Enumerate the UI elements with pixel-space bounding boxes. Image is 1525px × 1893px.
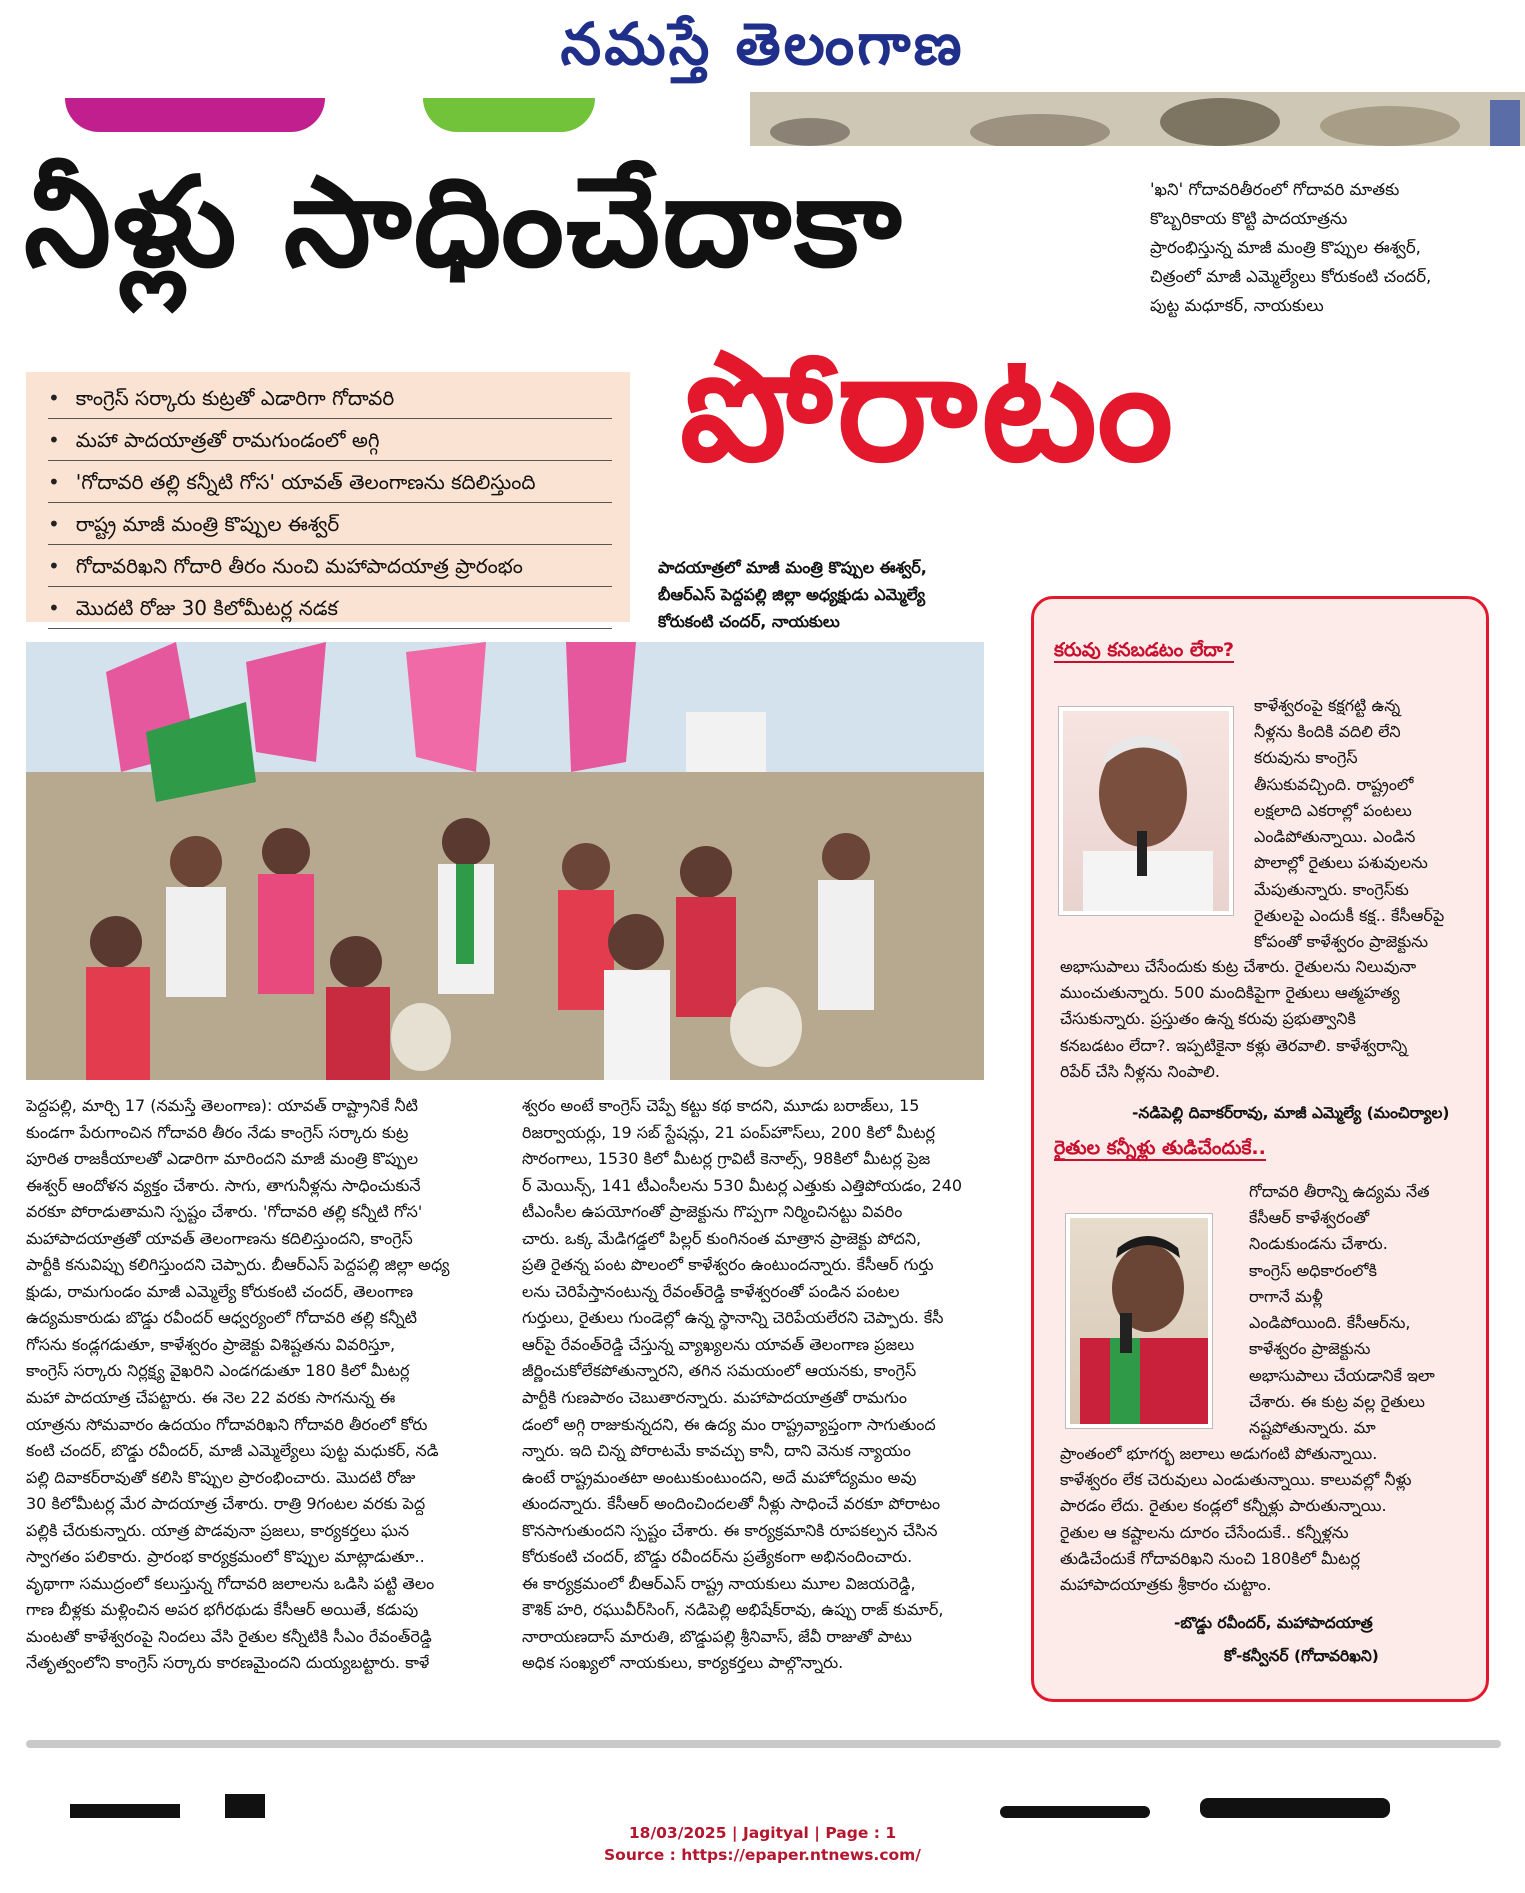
- top-photo-caption: [1150, 176, 1498, 320]
- highlight-item: • రాష్ట్ర మాజీ మంత్రి కొప్పుల ఈశ్వర్: [48, 504, 612, 545]
- article-column-2: [522, 1093, 1000, 1677]
- caption-line: పుట్ట మధూకర్, నాయకులు: [1150, 295, 1324, 315]
- text-line: టీఎంసీల ఉపయోగంతో ప్రాజెక్టును గొప్పగా నిర్మించినట్టు వివరిం: [522, 1202, 903, 1222]
- text-line: లను చెరిపేస్తానంటున్న రేవంత్‌రెడ్డి కాళేశ్వరంతో పండిన పంటల: [522, 1281, 900, 1301]
- text-line: పారడం లేదు. రైతుల కండ్లలో కన్నీళ్లు పారుతున్నాయి.: [1060, 1496, 1387, 1516]
- text-line: ర్ మెయిన్స్, 141 టీఎంసీలను 530 మీటర్ల ఎత్తుకు ఎత్తిపోయడం, 240: [522, 1175, 963, 1195]
- text-line: కాళేశ్వరం లేక చెరువులు ఎండుతున్నాయి. కాలువల్లో నీళ్లు: [1060, 1470, 1412, 1490]
- footer-date-edition: 18/03/2025 | Jagityal | Page : 1: [628, 1824, 897, 1842]
- text-line: ముంచుతున్నారు. 500 మందికిపైగా రైతులు ఆత్మహత్య: [1060, 983, 1400, 1003]
- text-line: ఆర్‌పై రేవంత్‌రెడ్డి చేస్తున్న వ్యాఖ్యలను యావత్ తెలంగాణ ప్రజలు: [522, 1334, 915, 1354]
- text-line: గోసను కండ్లగడుతూ, కాళేశ్వరం ప్రాజెక్టు విశిష్టతను వివరిస్తూ,: [26, 1334, 396, 1354]
- text-line: పూరిత రాజకీయాలతో ఎడారిగా మారిందని మాజీ మంత్రి కొప్పుల: [26, 1149, 419, 1169]
- text-line: మహాపాదయాత్రతో యావత్ తెలంగాణను కదిలిస్తుందని, కాంగ్రెస్: [26, 1228, 413, 1248]
- footer-source[interactable]: Source : https://epaper.ntnews.com/: [604, 1846, 921, 1865]
- text-line: కాళేశ్వరం ప్రాజెక్టును: [1249, 1339, 1371, 1359]
- portrait-graphic: [1070, 1218, 1208, 1424]
- text-line: ఈ కార్యక్రమంలో బీఆర్ఎస్ రాష్ట్ర నాయకులు మూల విజయరెడ్డి,: [522, 1573, 916, 1593]
- masthead: [0, 0, 1525, 90]
- text-line: గోదావరి తీరాన్ని ఉద్యమ నేత: [1249, 1182, 1430, 1201]
- top-photo-strip-graphic: [750, 92, 1525, 146]
- text-line: చారు. ఒక్క మేడిగడ్డలో పిల్లర్ కుంగినంత మాత్రాన ప్రాజెక్టు పోదని,: [522, 1228, 922, 1248]
- text-line: అభాసుపాలు చేయడానికే ఇలా: [1249, 1365, 1435, 1385]
- text-line: పార్టీకి గుణపాఠం చెబుతారన్నారు. మహాపాదయాత్రతో రామగుం: [522, 1388, 908, 1408]
- text-line: రైతులపై ఎందుకీ కక్ష.. కేసీఆర్‌పై: [1254, 905, 1445, 925]
- text-line: జీర్ణించుకోలేకపోతున్నారని, తగిన సమయంలో ఆయనకు, కాంగ్రెస్: [522, 1361, 917, 1381]
- sidebar-heading-1: కరువు కనబడటం లేదా?: [1054, 639, 1235, 661]
- text-line: ఎండిపోతున్నాయి. ఎండిన: [1254, 827, 1416, 847]
- highlights-list: [26, 372, 630, 629]
- text-line: స్వాగతం పలికారు. ప్రారంభ కార్యక్రమంలో కొప్పుల మాట్లాడుతూ..: [26, 1547, 425, 1567]
- text-line: కొనసాగుతుందని స్పష్టం చేశారు. ఈ కార్యక్రమానికి రూపకల్పన చేసిన: [522, 1520, 938, 1540]
- text-line: కాంగ్రెస్ సర్కారు నిర్లక్ష్య వైఖరిని ఎండగడుతూ 180 కిలో మీటర్ల: [26, 1361, 410, 1381]
- text-line: నష్టపోతున్నారు. మా: [1249, 1418, 1376, 1438]
- text-line: గుర్తులు, రైతులు గుండెల్లో ఉన్న స్థానాన్ని చెరిపేయలేరని చెప్పారు. కేసీ: [522, 1308, 944, 1328]
- text-line: సొరంగాలు, 1530 కిలో మీటర్ల గ్రావిటీ కెనాల్స్, 98కిలో మీటర్ల ప్రెజ: [522, 1149, 931, 1169]
- sidebar-heading-2: రైతుల కన్నీళ్లు తుడిచేందుకే..: [1054, 1137, 1266, 1159]
- text-line: పల్లికి చేరుకున్నారు. యాత్ర పొడవునా ప్రజలు, కార్యకర్తలు ఘన: [26, 1520, 410, 1540]
- highlight-item: • కాంగ్రెస్ సర్కారు కుట్రతో ఎడారిగా గోదావరి: [48, 378, 612, 419]
- sidebar-text-1b: [1060, 954, 1472, 1085]
- text-line: నారాయణదాస్ మారుతి, బొడ్డుపల్లి శ్రీనివాస్, జేవీ రాజుతో పాటు: [522, 1626, 912, 1646]
- sidebar-text-1a: [1254, 693, 1474, 955]
- top-photo-strip: [750, 92, 1525, 146]
- text-line: రాగానే మళ్లీ: [1249, 1286, 1323, 1306]
- text-line: పెద్దపల్లి, మార్చి 17 (నమస్తే తెలంగాణ): యావత్ రాష్ట్రానికే నీటి: [26, 1096, 418, 1115]
- sidebar-signature-1: -నడిపెల్లి దివాకర్‌రావు, మాజీ ఎమ్మెల్యే (మంచిర్యాల): [1132, 1104, 1450, 1122]
- text-line: కోరుకంటి చందర్, బొడ్డు రవీందర్‌ను ప్రత్యేకంగా అభినందించారు.: [522, 1547, 913, 1567]
- text-line: కంటి చందర్, బొడ్డు రవీందర్, మాజీ ఎమ్మెల్యేలు పుట్ట మధుకర్, నడి: [26, 1441, 439, 1461]
- decorative-banner-pink: [65, 98, 325, 132]
- text-line: నేతృత్వంలోని కాంగ్రెస్ సర్కారు కారణమైందని దుయ్యబట్టారు. కాళే: [26, 1653, 430, 1673]
- text-line: తుందన్నారు. కేసీఆర్ అందించిందలతో నీళ్లు సాధించే వరకూ పోరాటం: [522, 1494, 941, 1514]
- text-line: కాంగ్రెస్ అధికారంలోకి: [1249, 1260, 1377, 1280]
- text-line: ఉంటే రాష్ట్రమంతటా అంటుకుంటుందని, అదే మహోద్యమం అవు: [522, 1467, 917, 1487]
- text-line: న్నారు. ఇది చిన్న పోరాటమే కావచ్చు కానీ, దాని వెనుక న్యాయం: [522, 1441, 911, 1461]
- sidebar-text-2a: [1249, 1179, 1474, 1441]
- caption-line: 'ఖని' గోదావరితీరంలో గోదావరి మాతకు: [1150, 180, 1400, 199]
- text-line: అధిక సంఖ్యలో నాయకులు, కార్యకర్తలు పాల్గొన్నారు.: [522, 1653, 844, 1673]
- caption-line: ప్రారంభిస్తున్న మాజీ మంత్రి కొప్పుల ఈశ్వర్,: [1150, 237, 1421, 257]
- text-line: ప్రాంతంలో భూగర్భ జలాలు అడుగంటి పోతున్నాయి.: [1060, 1444, 1378, 1463]
- text-line: ఉద్యమకారుడు బొడ్డు రవీందర్ ఆధ్వర్యంలో గోదావరి తల్లి కన్నీటి: [26, 1308, 417, 1328]
- text-line: పొలాల్లో రైతులు పశువులను: [1254, 853, 1428, 873]
- main-photo-caption: [658, 554, 1003, 636]
- main-photo-padayatra: [26, 642, 984, 1080]
- highlight-item: • మహా పాదయాత్రతో రామగుండంలో అగ్గి: [48, 420, 612, 461]
- caption-line: చిత్రంలో మాజీ ఎమ్మెల్యేలు కోరుకంటి చందర్,: [1150, 266, 1432, 286]
- text-line: కాళేశ్వరంపై కక్షగట్టి ఉన్న: [1254, 696, 1401, 715]
- portrait-graphic: [1063, 711, 1229, 911]
- portrait-photo-diwakar-rao: [1059, 707, 1233, 915]
- text-line: కనబడటం లేదా?. ఇప్పటికైనా కళ్లు తెరవాలి. కాళేశ్వరాన్ని: [1060, 1035, 1408, 1055]
- text-line: గాణ బీళ్లకు మళ్లించిన అపర భగీరథుడు కేసీఆర్ అయితే, కడుపు: [26, 1600, 419, 1620]
- sidebar-quotes: [1031, 596, 1489, 1702]
- text-line: ఎండిపోయింది. కేసీఆర్‌ను,: [1249, 1313, 1411, 1333]
- text-line: మహాపాదయాత్రకు శ్రీకారం చుట్టాం.: [1060, 1575, 1272, 1595]
- sidebar-signature-2a: -బొడ్డు రవీందర్, మహాపాదయాత్ర: [1174, 1614, 1373, 1632]
- text-line: మంటతో కాళేశ్వరంపై నిందలు వేసి రైతుల కన్నీటికి సీఎం రేవంత్‌రెడ్డి: [26, 1626, 432, 1646]
- masthead-title: నమస్తే తెలంగాణ: [560, 10, 965, 78]
- text-line: చేసుకున్నారు. ప్రస్తుతం ఉన్న కరువు ప్రభుత్వానికి: [1060, 1009, 1356, 1029]
- next-article-strip: [0, 1790, 1525, 1818]
- text-line: పార్టీకి కనువిప్పు కలిగిస్తుందని చెప్పారు. బీఆర్ఎస్ పెద్దపల్లి జిల్లా అధ్య: [26, 1255, 450, 1275]
- sidebar-text-2b: [1060, 1441, 1472, 1598]
- text-line: రైతుల ఆ కష్టాలను దూరం చేసేందుకే.. కన్నీళ్లను: [1060, 1522, 1349, 1542]
- highlight-item: • మొదటి రోజు 30 కిలోమీటర్ల నడక: [48, 588, 612, 629]
- text-line: కేసీఆర్ కాళేశ్వరంతో: [1249, 1208, 1370, 1228]
- headline-line-1: నీళ్లు సాధించేదాకా: [24, 151, 904, 295]
- bottom-divider: [26, 1740, 1501, 1748]
- article-column-1: [26, 1093, 496, 1677]
- highlights-box: [26, 372, 630, 622]
- text-line: లక్షలాది ఎకరాల్లో పంటలు: [1254, 800, 1412, 820]
- text-line: వరకూ పోరాడుతామని స్పష్టం చేశారు. 'గోదావరి తల్లి కన్నీటి గోస': [26, 1202, 423, 1222]
- text-line: నిండుకుండను చేశారు.: [1249, 1234, 1388, 1254]
- sidebar-signature-2b: కో-కన్వీనర్ (గోదావరిఖని): [1224, 1647, 1379, 1665]
- text-line: తుడిచేందుకే గోదావరిఖని నుంచి 180కిలో మీటర్ల: [1060, 1548, 1360, 1568]
- text-line: మేపుతున్నారు. కాంగ్రెస్‌కు: [1254, 879, 1409, 899]
- text-line: కౌశిక్ హరి, రఘువీర్‌సింగ్, నడిపెల్లి అభిషేక్‌రావు, ఉప్పు రాజ్ కుమార్,: [522, 1600, 944, 1620]
- text-line: ఈశ్వర్ ఆందోళన వ్యక్తం చేశారు. సాగు, తాగునీళ్లను సాధించుకునే: [26, 1175, 421, 1195]
- caption-line: కోరుకంటి చందర్, నాయకులు: [658, 612, 840, 632]
- highlight-item: • గోదావరిఖని గోదారి తీరం నుంచి మహాపాదయాత్ర ప్రారంభం: [48, 546, 612, 587]
- text-line: పల్లి దివాకర్‌రావుతో కలిసి కొప్పుల ప్రారంభించారు. మొదటి రోజు: [26, 1467, 416, 1487]
- portrait-photo-boddu-ravinder: [1066, 1214, 1212, 1428]
- text-line: రిపేర్ చేసి నీళ్లను నింపాలి.: [1060, 1061, 1220, 1081]
- text-line: డంలో అగ్గి రాజుకున్నదని, ఈ ఉద్య మం రాష్ట్రవ్యాప్తంగా సాగుతుంద: [522, 1414, 936, 1434]
- page-footer: [0, 1822, 1525, 1867]
- text-line: యాత్రను సోమవారం ఉదయం గోదావరిఖని గోదావరి తీరంలో కోరు: [26, 1414, 428, 1434]
- highlight-item: • 'గోదావరి తల్లి కన్నీటి గోస' యావత్ తెలంగాణను కదిలిస్తుంది: [48, 462, 612, 503]
- text-line: రిజర్వాయర్లు, 19 సబ్ స్టేషన్లు, 21 పంప్‌హౌస్‌లు, 200 కిలో మీటర్ల: [522, 1122, 936, 1142]
- caption-line: పాదయాత్రలో మాజీ మంత్రి కొప్పుల ఈశ్వర్,: [658, 558, 927, 577]
- text-line: తీసుకువచ్చింది. రాష్ట్రంలో: [1254, 774, 1414, 794]
- caption-line: బీఆర్ఎస్ పెద్దపల్లి జిల్లా అధ్యక్షుడు ఎమ్మెల్యే: [658, 585, 926, 605]
- text-line: అభాసుపాలు చేసేందుకు కుట్ర చేశారు. రైతులను నిలువునా: [1060, 957, 1417, 976]
- text-line: క్షుడు, రామగుండం మాజీ ఎమ్మెల్యే కోరుకంటి చందర్, తెలంగాణ: [26, 1281, 414, 1301]
- text-line: కుండగా పేరుగాంచిన గోదావరి తీరం నేడు కాంగ్రెస్ సర్కారు కుట్ర: [26, 1122, 409, 1142]
- decorative-banner-green: [423, 98, 595, 132]
- text-line: కరువును కాంగ్రెస్: [1254, 748, 1358, 768]
- text-line: కోపంతో కాళేశ్వరం ప్రాజెక్టును: [1254, 932, 1429, 952]
- text-line: శ్వరం అంటే కాంగ్రెస్ చెప్పే కట్టు కథ కాదని, మూడు బరాజ్‌లు, 15: [522, 1096, 920, 1115]
- text-line: ప్రతి రైతన్న పంట పొలంలో కాళేశ్వరం ఉంటుందన్నారు. కేసీఆర్ గుర్తు: [522, 1255, 934, 1275]
- text-line: చేశారు. ఈ కుట్ర వల్ల రైతులు: [1249, 1391, 1425, 1411]
- text-line: వృథాగా సముద్రంలో కలుస్తున్న గోదావరి జలాలను ఒడిసి పట్టి తెలం: [26, 1573, 435, 1593]
- headline-line-2: పోరాటం: [680, 321, 1178, 495]
- text-line: 30 కిలోమీటర్ల మేర పాదయాత్ర చేశారు. రాత్రి 9గంటల వరకు పెద్ద: [26, 1494, 426, 1514]
- main-photo-graphic: [26, 642, 984, 1080]
- next-article-glyphs: [0, 1790, 1525, 1818]
- text-line: నీళ్లను కిందికి వదిలి లేని: [1254, 722, 1401, 742]
- caption-line: కొబ్బరికాయ కొట్టి పాదయాత్రను: [1150, 208, 1348, 228]
- text-line: మహా పాదయాత్ర చేపట్టారు. ఈ నెల 22 వరకు సాగనున్న ఈ: [26, 1388, 396, 1408]
